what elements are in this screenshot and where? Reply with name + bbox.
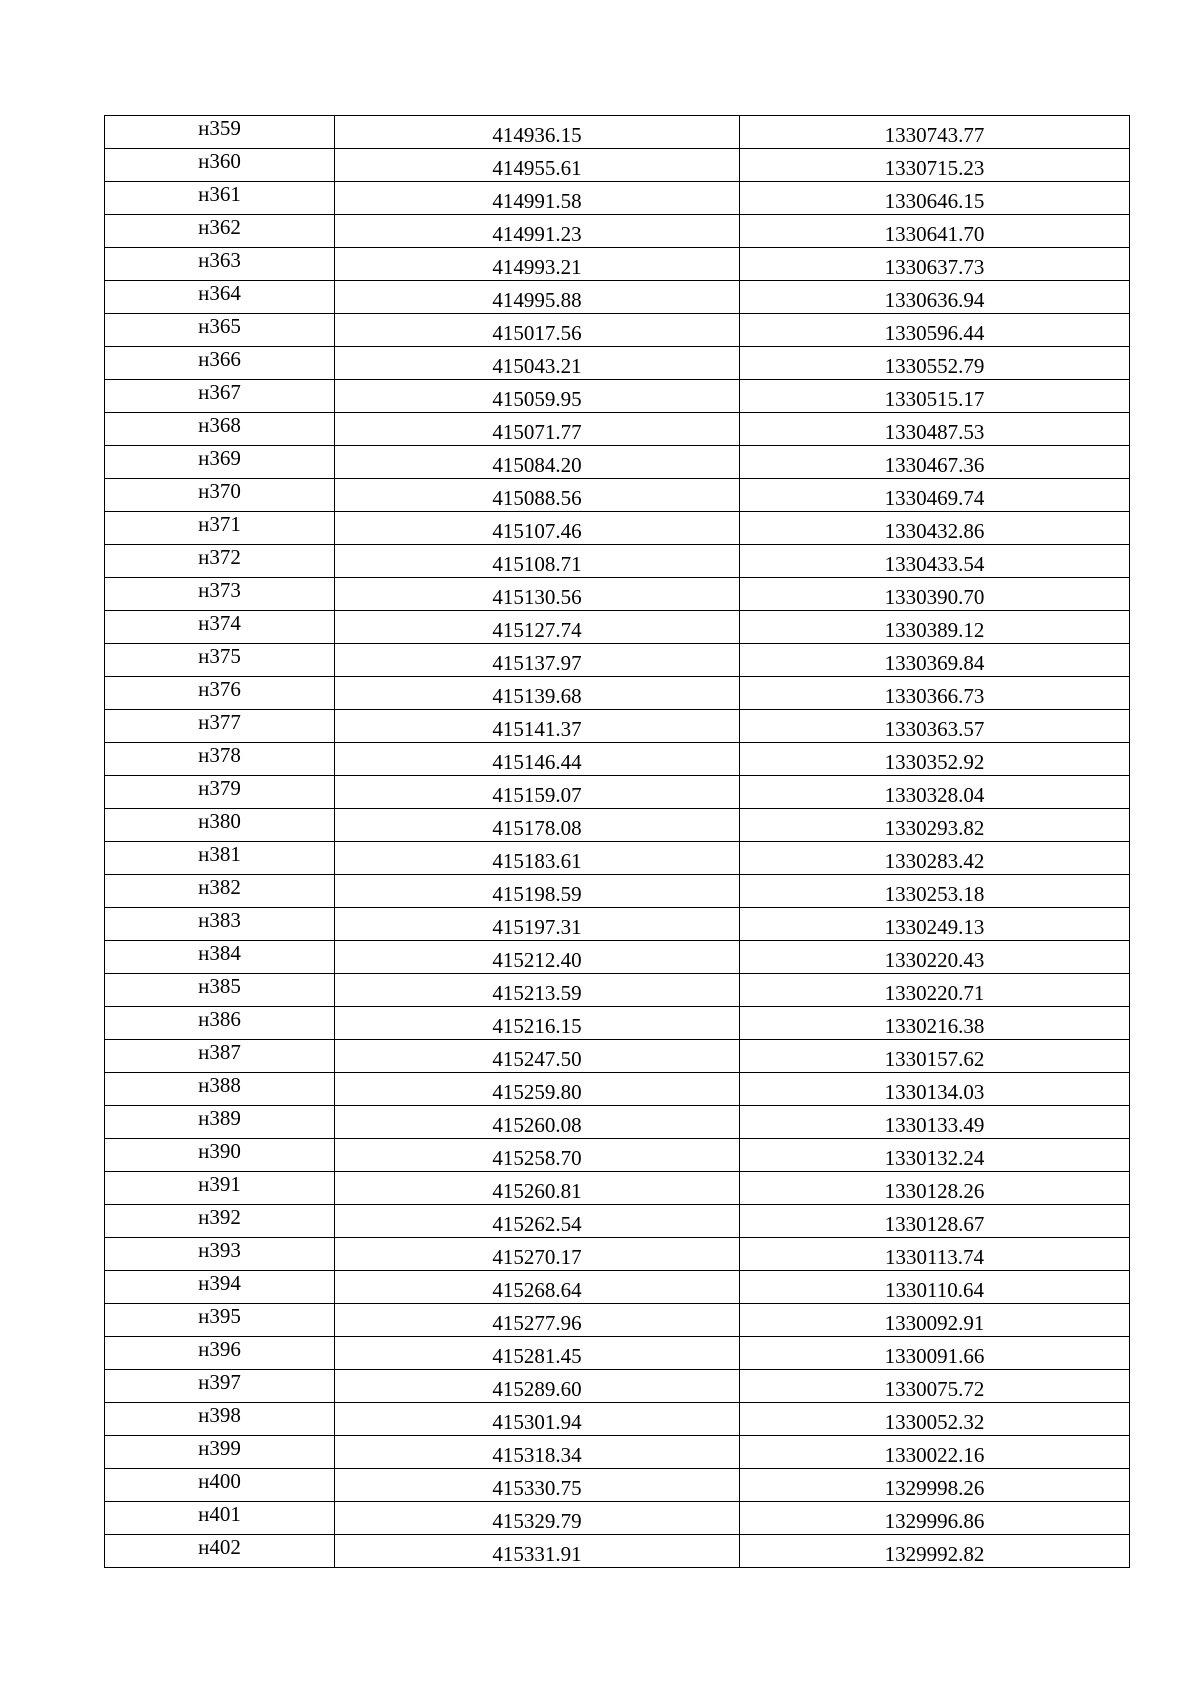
point-name-cell: н376 (105, 677, 335, 710)
table-row (105, 1139, 1130, 1172)
y-coordinate-cell: 1330469.74 (740, 479, 1130, 512)
point-name-cell: н365 (105, 314, 335, 347)
point-name-cell: н394 (105, 1271, 335, 1304)
coordinates-table (104, 115, 1130, 1568)
point-name-cell: н380 (105, 809, 335, 842)
table-row (105, 677, 1130, 710)
y-coordinate-cell: 1330515.17 (740, 380, 1130, 413)
x-coordinate-cell: 415137.97 (335, 644, 740, 677)
y-coordinate-cell: 1330363.57 (740, 710, 1130, 743)
y-coordinate-cell: 1330128.67 (740, 1205, 1130, 1238)
y-coordinate-cell: 1330216.38 (740, 1007, 1130, 1040)
x-coordinate-cell: 415262.54 (335, 1205, 740, 1238)
x-coordinate-cell: 415088.56 (335, 479, 740, 512)
x-coordinate-cell: 415212.40 (335, 941, 740, 974)
x-coordinate-cell: 415259.80 (335, 1073, 740, 1106)
table-row (105, 479, 1130, 512)
x-coordinate-cell: 415017.56 (335, 314, 740, 347)
y-coordinate-cell: 1330128.26 (740, 1172, 1130, 1205)
table-row (105, 347, 1130, 380)
y-coordinate-cell: 1330646.15 (740, 182, 1130, 215)
y-coordinate-cell: 1330432.86 (740, 512, 1130, 545)
table-row (105, 809, 1130, 842)
table-row (105, 1205, 1130, 1238)
y-coordinate-cell: 1330369.84 (740, 644, 1130, 677)
point-name-cell: н372 (105, 545, 335, 578)
x-coordinate-cell: 415178.08 (335, 809, 740, 842)
table-row (105, 578, 1130, 611)
point-name-cell: н391 (105, 1172, 335, 1205)
table-row (105, 248, 1130, 281)
y-coordinate-cell: 1330092.91 (740, 1304, 1130, 1337)
x-coordinate-cell: 415198.59 (335, 875, 740, 908)
table-row (105, 1502, 1130, 1535)
x-coordinate-cell: 415127.74 (335, 611, 740, 644)
point-name-cell: н395 (105, 1304, 335, 1337)
y-coordinate-cell: 1330253.18 (740, 875, 1130, 908)
table-row (105, 413, 1130, 446)
y-coordinate-cell: 1330134.03 (740, 1073, 1130, 1106)
y-coordinate-cell: 1330132.24 (740, 1139, 1130, 1172)
x-coordinate-cell: 415330.75 (335, 1469, 740, 1502)
point-name-cell: н366 (105, 347, 335, 380)
point-name-cell: н388 (105, 1073, 335, 1106)
point-name-cell: н384 (105, 941, 335, 974)
table-row (105, 380, 1130, 413)
point-name-cell: н389 (105, 1106, 335, 1139)
table-row (105, 182, 1130, 215)
table-row (105, 842, 1130, 875)
x-coordinate-cell: 414991.23 (335, 215, 740, 248)
x-coordinate-cell: 415183.61 (335, 842, 740, 875)
point-name-cell: н363 (105, 248, 335, 281)
y-coordinate-cell: 1330487.53 (740, 413, 1130, 446)
y-coordinate-cell: 1330390.70 (740, 578, 1130, 611)
table-row (105, 974, 1130, 1007)
x-coordinate-cell: 415108.71 (335, 545, 740, 578)
x-coordinate-cell: 415213.59 (335, 974, 740, 1007)
y-coordinate-cell: 1329992.82 (740, 1535, 1130, 1568)
y-coordinate-cell: 1330596.44 (740, 314, 1130, 347)
y-coordinate-cell: 1330113.74 (740, 1238, 1130, 1271)
point-name-cell: н396 (105, 1337, 335, 1370)
y-coordinate-cell: 1330052.32 (740, 1403, 1130, 1436)
point-name-cell: н382 (105, 875, 335, 908)
x-coordinate-cell: 414993.21 (335, 248, 740, 281)
x-coordinate-cell: 415260.81 (335, 1172, 740, 1205)
point-name-cell: н397 (105, 1370, 335, 1403)
point-name-cell: н385 (105, 974, 335, 1007)
point-name-cell: н371 (105, 512, 335, 545)
point-name-cell: н400 (105, 1469, 335, 1502)
point-name-cell: н377 (105, 710, 335, 743)
y-coordinate-cell: 1330366.73 (740, 677, 1130, 710)
point-name-cell: н401 (105, 1502, 335, 1535)
y-coordinate-cell: 1330552.79 (740, 347, 1130, 380)
table-row (105, 446, 1130, 479)
y-coordinate-cell: 1330636.94 (740, 281, 1130, 314)
table-row (105, 215, 1130, 248)
x-coordinate-cell: 415258.70 (335, 1139, 740, 1172)
y-coordinate-cell: 1330467.36 (740, 446, 1130, 479)
point-name-cell: н379 (105, 776, 335, 809)
point-name-cell: н360 (105, 149, 335, 182)
x-coordinate-cell: 415329.79 (335, 1502, 740, 1535)
x-coordinate-cell: 415331.91 (335, 1535, 740, 1568)
point-name-cell: н399 (105, 1436, 335, 1469)
table-row (105, 314, 1130, 347)
point-name-cell: н381 (105, 842, 335, 875)
y-coordinate-cell: 1330133.49 (740, 1106, 1130, 1139)
table-row (105, 281, 1130, 314)
y-coordinate-cell: 1330220.43 (740, 941, 1130, 974)
table-row (105, 710, 1130, 743)
x-coordinate-cell: 415059.95 (335, 380, 740, 413)
table-row (105, 1469, 1130, 1502)
point-name-cell: н359 (105, 116, 335, 149)
y-coordinate-cell: 1330220.71 (740, 974, 1130, 1007)
table-row (105, 1007, 1130, 1040)
y-coordinate-cell: 1330715.23 (740, 149, 1130, 182)
y-coordinate-cell: 1330022.16 (740, 1436, 1130, 1469)
x-coordinate-cell: 415270.17 (335, 1238, 740, 1271)
table-row (105, 1436, 1130, 1469)
table-row (105, 1535, 1130, 1568)
point-name-cell: н362 (105, 215, 335, 248)
x-coordinate-cell: 415289.60 (335, 1370, 740, 1403)
table-row (105, 1271, 1130, 1304)
point-name-cell: н374 (105, 611, 335, 644)
point-name-cell: н367 (105, 380, 335, 413)
y-coordinate-cell: 1330641.70 (740, 215, 1130, 248)
point-name-cell: н369 (105, 446, 335, 479)
point-name-cell: н361 (105, 182, 335, 215)
x-coordinate-cell: 415318.34 (335, 1436, 740, 1469)
coordinates-table-body (105, 116, 1130, 1568)
table-row (105, 1370, 1130, 1403)
point-name-cell: н364 (105, 281, 335, 314)
x-coordinate-cell: 415141.37 (335, 710, 740, 743)
y-coordinate-cell: 1329998.26 (740, 1469, 1130, 1502)
point-name-cell: н390 (105, 1139, 335, 1172)
x-coordinate-cell: 415139.68 (335, 677, 740, 710)
table-row (105, 1304, 1130, 1337)
table-row (105, 743, 1130, 776)
x-coordinate-cell: 415216.15 (335, 1007, 740, 1040)
y-coordinate-cell: 1330352.92 (740, 743, 1130, 776)
table-row (105, 776, 1130, 809)
x-coordinate-cell: 415071.77 (335, 413, 740, 446)
y-coordinate-cell: 1330249.13 (740, 908, 1130, 941)
point-name-cell: н370 (105, 479, 335, 512)
y-coordinate-cell: 1330293.82 (740, 809, 1130, 842)
point-name-cell: н392 (105, 1205, 335, 1238)
x-coordinate-cell: 414995.88 (335, 281, 740, 314)
table-row (105, 149, 1130, 182)
x-coordinate-cell: 415301.94 (335, 1403, 740, 1436)
point-name-cell: н393 (105, 1238, 335, 1271)
table-row (105, 941, 1130, 974)
table-row (105, 908, 1130, 941)
point-name-cell: н373 (105, 578, 335, 611)
y-coordinate-cell: 1330389.12 (740, 611, 1130, 644)
point-name-cell: н375 (105, 644, 335, 677)
point-name-cell: н368 (105, 413, 335, 446)
x-coordinate-cell: 415247.50 (335, 1040, 740, 1073)
y-coordinate-cell: 1330157.62 (740, 1040, 1130, 1073)
x-coordinate-cell: 415281.45 (335, 1337, 740, 1370)
y-coordinate-cell: 1330743.77 (740, 116, 1130, 149)
x-coordinate-cell: 415159.07 (335, 776, 740, 809)
table-row (105, 611, 1130, 644)
table-row (105, 644, 1130, 677)
y-coordinate-cell: 1330110.64 (740, 1271, 1130, 1304)
table-row (105, 1238, 1130, 1271)
point-name-cell: н383 (105, 908, 335, 941)
y-coordinate-cell: 1330283.42 (740, 842, 1130, 875)
table-row (105, 1172, 1130, 1205)
x-coordinate-cell: 415146.44 (335, 743, 740, 776)
point-name-cell: н386 (105, 1007, 335, 1040)
x-coordinate-cell: 415107.46 (335, 512, 740, 545)
x-coordinate-cell: 415084.20 (335, 446, 740, 479)
x-coordinate-cell: 414955.61 (335, 149, 740, 182)
x-coordinate-cell: 415260.08 (335, 1106, 740, 1139)
table-row (105, 1403, 1130, 1436)
table-row (105, 875, 1130, 908)
point-name-cell: н402 (105, 1535, 335, 1568)
y-coordinate-cell: 1330091.66 (740, 1337, 1130, 1370)
table-row (105, 1106, 1130, 1139)
x-coordinate-cell: 415277.96 (335, 1304, 740, 1337)
table-row (105, 1073, 1130, 1106)
y-coordinate-cell: 1330328.04 (740, 776, 1130, 809)
y-coordinate-cell: 1329996.86 (740, 1502, 1130, 1535)
table-row (105, 512, 1130, 545)
table-row (105, 1337, 1130, 1370)
x-coordinate-cell: 415043.21 (335, 347, 740, 380)
y-coordinate-cell: 1330637.73 (740, 248, 1130, 281)
table-row (105, 116, 1130, 149)
table-row (105, 545, 1130, 578)
x-coordinate-cell: 414991.58 (335, 182, 740, 215)
point-name-cell: н398 (105, 1403, 335, 1436)
x-coordinate-cell: 415197.31 (335, 908, 740, 941)
x-coordinate-cell: 415130.56 (335, 578, 740, 611)
table-row (105, 1040, 1130, 1073)
point-name-cell: н387 (105, 1040, 335, 1073)
y-coordinate-cell: 1330433.54 (740, 545, 1130, 578)
x-coordinate-cell: 414936.15 (335, 116, 740, 149)
x-coordinate-cell: 415268.64 (335, 1271, 740, 1304)
point-name-cell: н378 (105, 743, 335, 776)
y-coordinate-cell: 1330075.72 (740, 1370, 1130, 1403)
